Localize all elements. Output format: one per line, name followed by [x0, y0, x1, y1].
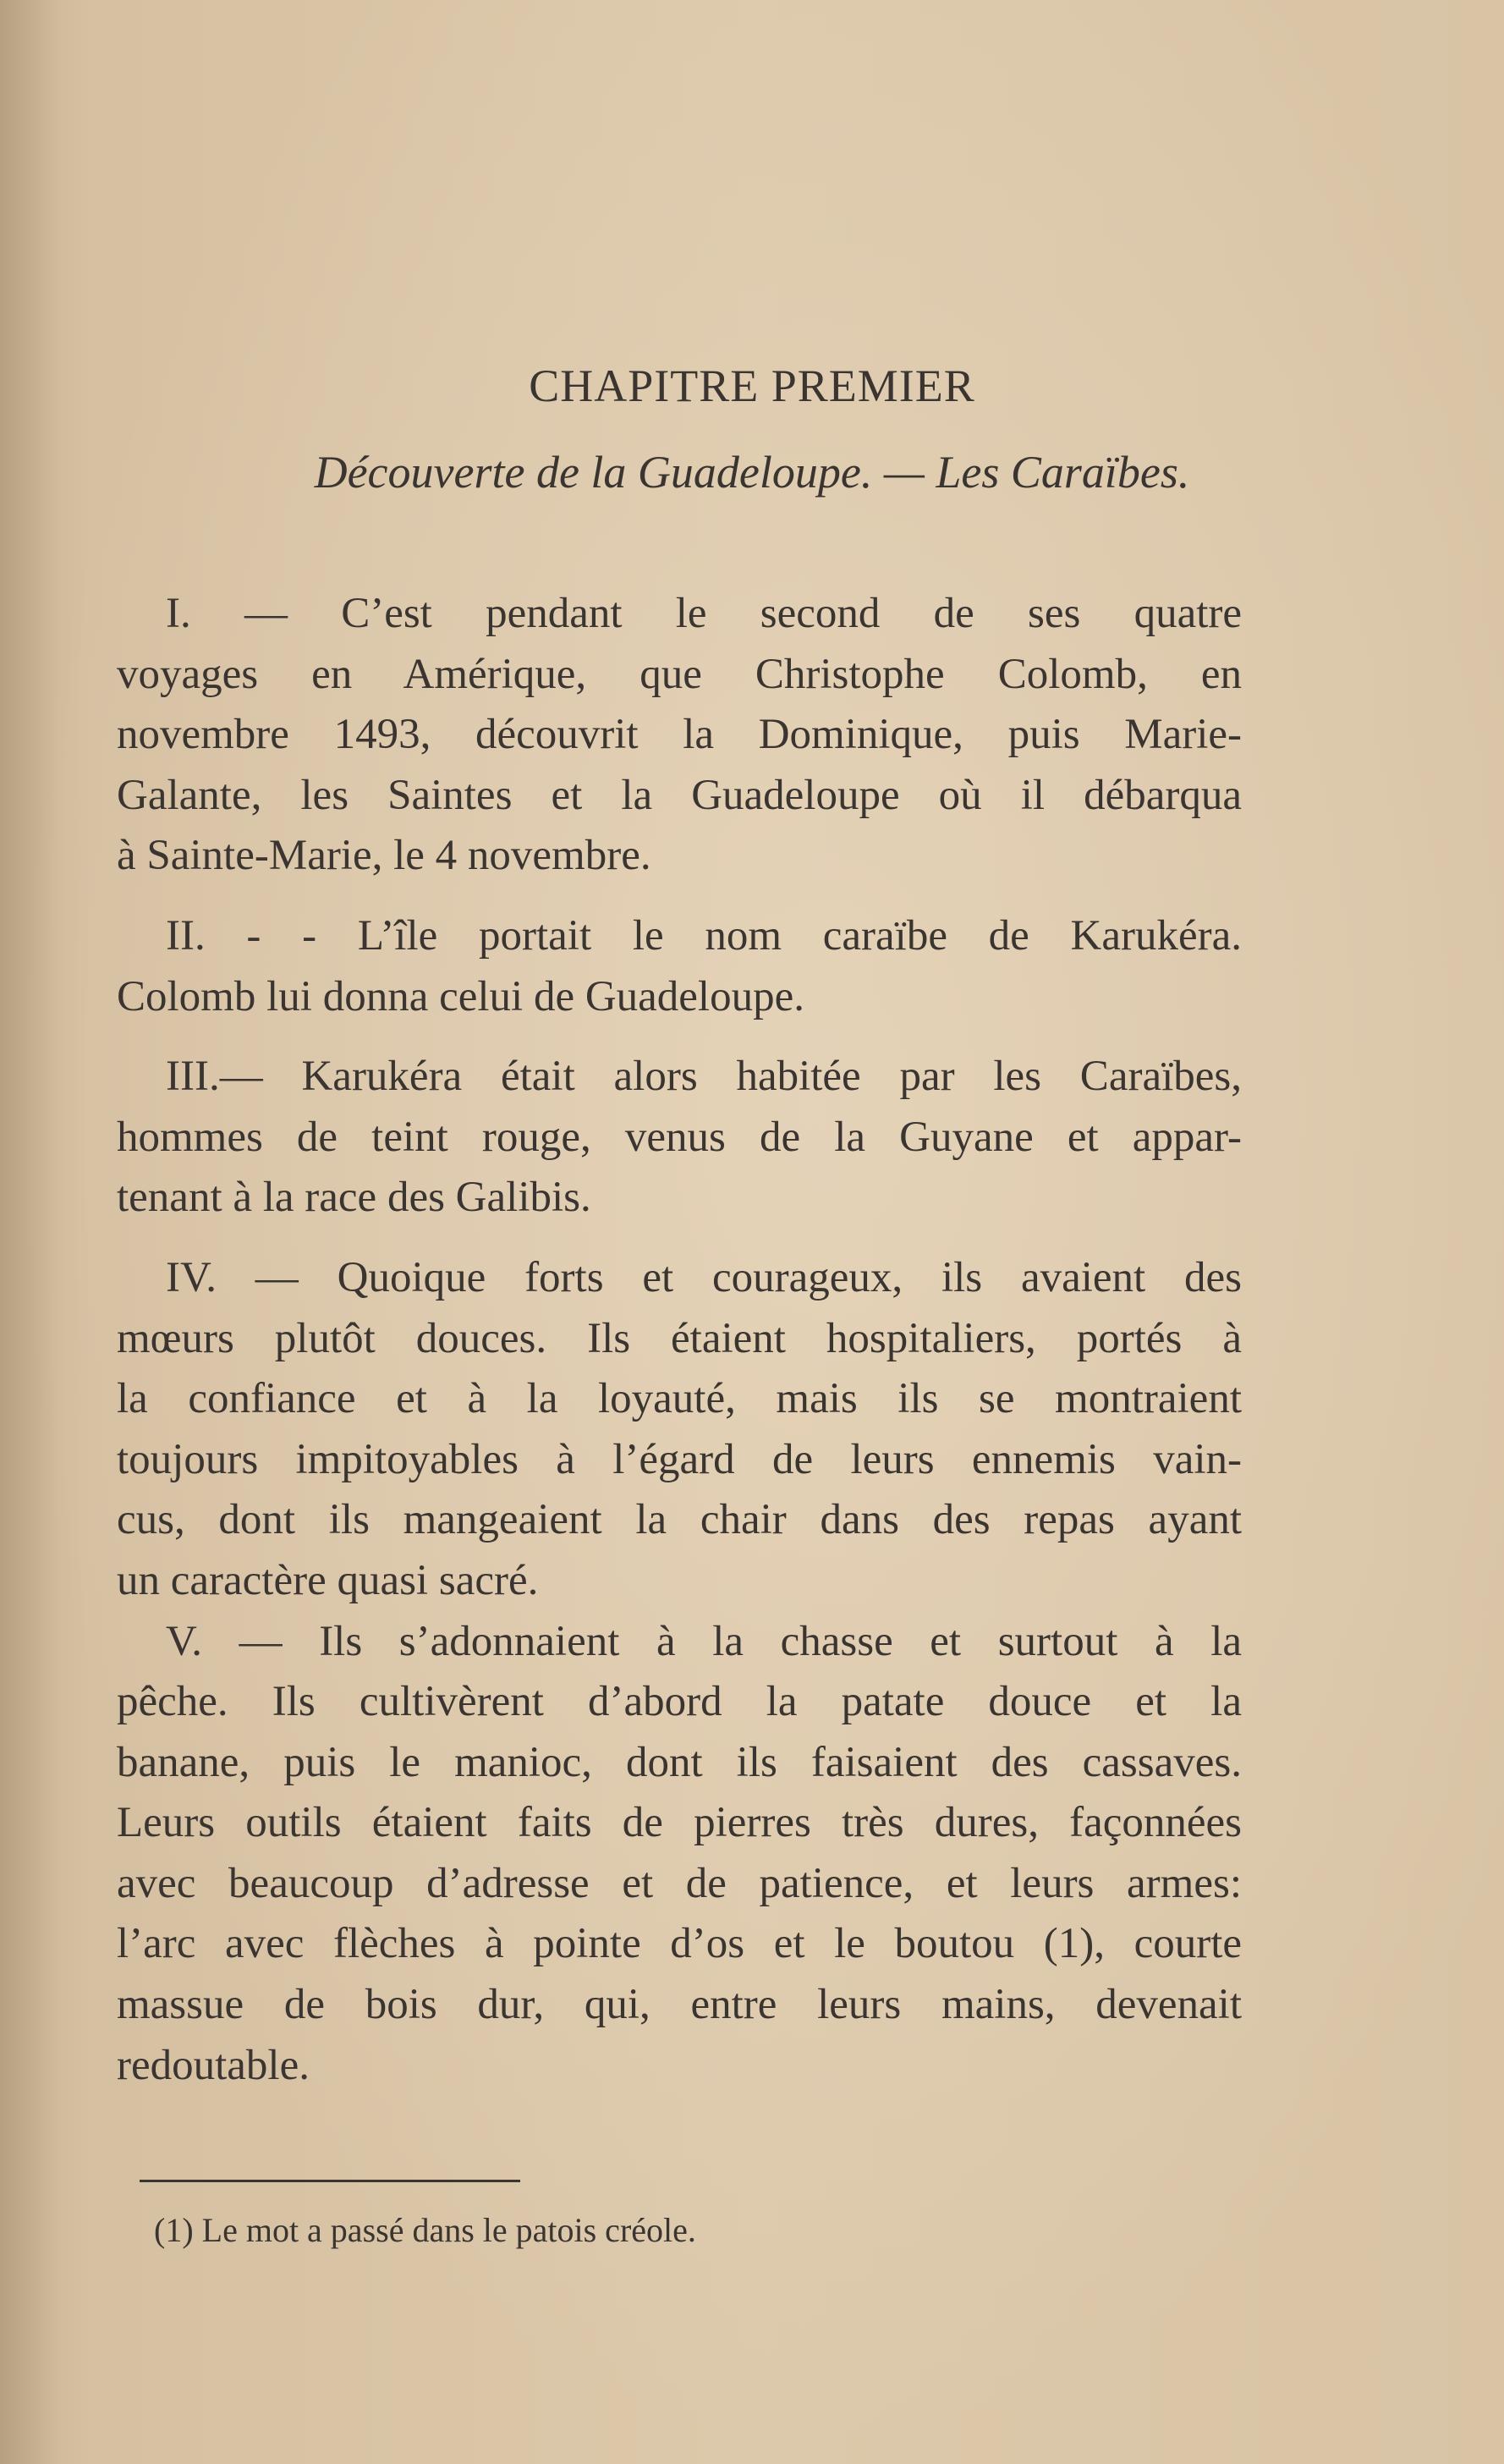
text-line: Colomb lui donna celui de Guadeloupe. — [117, 972, 804, 1020]
paragraph-5 — [117, 1612, 1242, 2097]
text-line: mœurs plutôt douces. Ils étaient hospitaliers, portés à — [117, 1314, 1242, 1362]
text-line: l’arc avec flèches à pointe d’os et le boutou (1), courte — [117, 1920, 1242, 1968]
paragraph-3 — [117, 1047, 1242, 1229]
text-line: V. — Ils s’adonnaient à la chasse et surtout à la — [166, 1617, 1242, 1665]
paragraph-2 — [117, 906, 1242, 1027]
body-text — [117, 584, 1242, 2096]
text-line: Leurs outils étaient faits de pierres très dures, façonnées — [117, 1799, 1242, 1847]
text-line: pêche. Ils cultivèrent d’abord la patate douce et la — [117, 1678, 1242, 1726]
text-line: toujours impitoyables à l’égard de leurs ennemis vain- — [117, 1435, 1242, 1483]
text-line: hommes de teint rouge, venus de la Guyane et appar- — [117, 1113, 1242, 1161]
text-line: voyages en Amérique, que Christophe Colomb, en — [117, 650, 1242, 698]
paragraph-4 — [117, 1248, 1242, 1612]
paragraph-1 — [117, 584, 1242, 887]
footnote-rule — [140, 2180, 520, 2182]
text-line: à Sainte-Marie, le 4 novembre. — [117, 832, 651, 880]
text-line: massue de bois dur, qui, entre leurs mains, devenait — [117, 1981, 1242, 2029]
text-line: cus, dont ils mangeaient la chair dans des repas ayant — [117, 1496, 1242, 1544]
text-line: II. - - L’île portait le nom caraïbe de Karukéra. — [166, 911, 1242, 960]
text-line: banane, puis le manioc, dont ils faisaient des cassaves. — [117, 1738, 1242, 1786]
chapter-subtitle: Découverte de la Guadeloupe. — Les Caraïbes. — [314, 447, 1190, 498]
text-line: avec beaucoup d’adresse et de patience, et leurs armes: — [117, 1859, 1242, 1907]
text-line: tenant à la race des Galibis. — [117, 1174, 591, 1222]
text-line: novembre 1493, découvrit la Dominique, puis Marie- — [117, 711, 1242, 759]
footnote: (1) Le mot a passé dans le patois créole. — [154, 2211, 696, 2249]
text-line: III.— Karukéra était alors habitée par les Caraïbes, — [166, 1053, 1242, 1101]
text-line: redoutable. — [117, 2041, 310, 2089]
text-line: la confiance et à la loyauté, mais ils se montraient — [117, 1375, 1242, 1423]
text-line: Galante, les Saintes et la Guadeloupe où il débarqua — [117, 771, 1242, 819]
chapter-title: CHAPITRE PREMIER — [529, 360, 975, 411]
text-line: I. — C’est pendant le second de ses quatre — [166, 590, 1242, 637]
text-line: un caractère quasi sacré. — [117, 1556, 539, 1604]
text-line: IV. — Quoique forts et courageux, ils avaient des — [166, 1253, 1242, 1301]
